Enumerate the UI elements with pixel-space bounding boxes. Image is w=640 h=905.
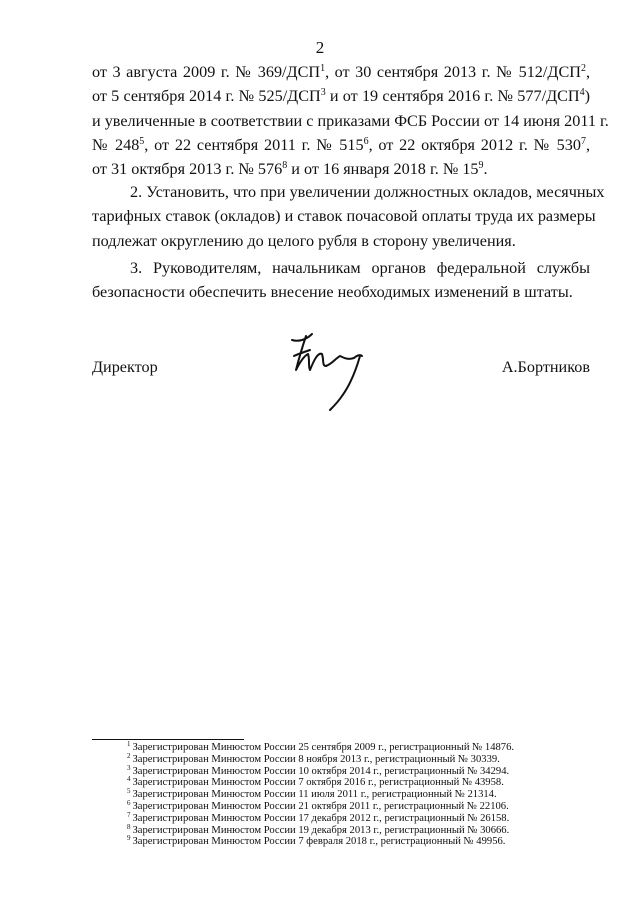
signatory-name: А.Бортников bbox=[501, 358, 590, 376]
footnote: $^5$ Зарегистрирован Минюстом России 11 июля 2011 г., регистрационный № 21314. bbox=[127, 787, 497, 801]
signatory-title: Директор bbox=[92, 358, 158, 376]
footnote: $^2$ Зарегистрирован Минюстом России 8 ноября 2013 г., регистрационный № 30339. bbox=[127, 751, 500, 765]
paragraph-3 bbox=[92, 256, 590, 305]
footnote: $^4$ Зарегистрирован Минюстом России 7 октября 2016 г., регистрационный № 43958. bbox=[127, 775, 504, 789]
paragraph-1 bbox=[92, 60, 609, 181]
paragraph-2 bbox=[92, 180, 605, 253]
page-number: 2 bbox=[315, 38, 325, 57]
paragraph-2-line-3: подлежат округлению до целого рубля в сторону увеличения. bbox=[92, 231, 516, 250]
paragraph-1-line-2: от 5 сентября 2014 г. № 525/ДСП$^3$ и от 19 сентября 2016 г. № 577/ДСП$^4$) bbox=[92, 87, 590, 106]
footnotes bbox=[127, 742, 514, 848]
footnote-separator bbox=[92, 739, 244, 740]
footnote: $^3$ Зарегистрирован Минюстом России 10 октября 2014 г., регистрационный № 34294. bbox=[127, 763, 510, 777]
paragraph-3-line-2: безопасности обеспечить внесение необходимых изменений в штаты. bbox=[92, 283, 573, 302]
paragraph-1-line-1: от 3 августа 2009 г. № 369/ДСП$^1$, от 30 сентября 2013 г. № 512/ДСП$^2$, bbox=[92, 63, 590, 81]
paragraph-3-line-1: 3. Руководителям, начальникам органов федеральной службы bbox=[130, 259, 590, 277]
paragraph-1-line-5: от 31 октября 2013 г. № $576^8$ и от 16 января 2018 г. № $15^9$. bbox=[92, 160, 488, 179]
paragraph-1-line-4: № $248^5$, от 22 сентября 2011 г. № $515^6$, от 22 октября 2012 г. № $530^7$, bbox=[92, 135, 590, 154]
paragraph-2-line-2: тарифных ставок (окладов) и ставок почасовой оплаты труда их размеры bbox=[92, 207, 596, 226]
handwritten-signature bbox=[284, 330, 374, 415]
footnote: $^7$ Зарегистрирован Минюстом России 17 декабря 2012 г., регистрационный № 26158. bbox=[127, 810, 510, 824]
paragraph-2-line-1: 2. Установить, что при увеличении должностных окладов, месячных bbox=[130, 183, 605, 201]
footnote: $^1$ Зарегистрирован Минюстом России 25 сентября 2009 г., регистрационный № 14876. bbox=[127, 740, 515, 753]
footnote: $^6$ Зарегистрирован Минюстом России 21 октября 2011 г., регистрационный № 22106. bbox=[127, 798, 509, 812]
footnote: $^9$ Зарегистрирован Минюстом России 7 февраля 2018 г., регистрационный № 49956. bbox=[127, 834, 506, 848]
footnote: $^8$ Зарегистрирован Минюстом России 19 декабря 2013 г., регистрационный № 30666. bbox=[127, 822, 510, 836]
paragraph-1-line-3: и увеличенные в соответствии с приказами ФСБ России от 14 июня 2011 г. bbox=[92, 111, 609, 130]
